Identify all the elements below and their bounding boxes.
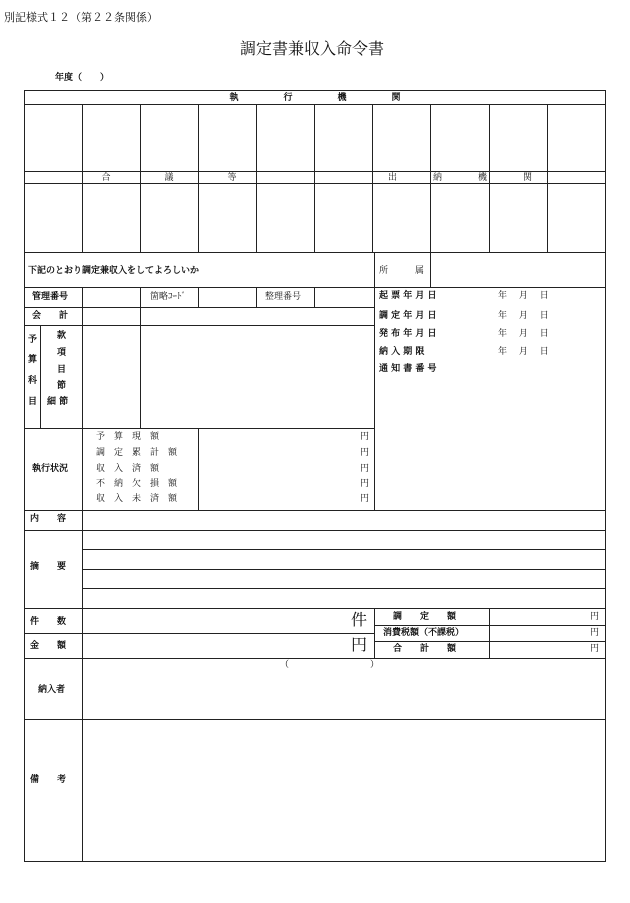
kanri-number-label: 管理番号 — [32, 292, 69, 302]
stamp-divider — [547, 104, 548, 252]
budget-side-2: 算 — [28, 355, 38, 365]
date-value-due: 年 月 日 — [498, 347, 549, 357]
rule — [24, 608, 606, 609]
kingaku-label: 金 額 — [30, 641, 67, 651]
rule — [24, 510, 606, 511]
rule — [24, 104, 606, 105]
rule — [430, 252, 431, 287]
stamp-divider — [256, 104, 257, 252]
rule — [198, 428, 199, 510]
budget-item-kan: 款 — [57, 331, 67, 341]
rule — [24, 428, 374, 429]
stamp-divider — [198, 104, 199, 252]
rule — [140, 287, 141, 325]
exec-status-label: 執行状況 — [32, 464, 69, 474]
payer-parentheses: （ ） — [280, 660, 380, 670]
page-title: 調定書兼収入命令書 — [240, 39, 385, 58]
rule — [24, 325, 374, 326]
exec-row-kesson: 不 納 欠 損 額 — [96, 479, 178, 489]
notice-number-label: 通 知 書 番 号 — [379, 364, 437, 374]
rule — [82, 510, 83, 862]
date-label-kihyo: 起 票 年 月 日 — [379, 291, 437, 301]
seiri-number-label: 整理番号 — [265, 292, 302, 302]
rule — [82, 549, 606, 550]
rule — [374, 608, 375, 658]
naiyou-label: 内 容 — [30, 514, 67, 524]
fiscal-year-label: 年度（ ） — [55, 73, 110, 83]
yen-unit: 円 — [360, 479, 370, 489]
stamp-divider — [140, 104, 141, 252]
biko-label: 備 考 — [30, 775, 67, 785]
date-value-kihyo: 年 月 日 — [498, 291, 549, 301]
exec-row-genkaku: 予 算 現 額 — [96, 432, 160, 442]
budget-side-1: 予 — [28, 335, 38, 345]
rule — [82, 428, 83, 510]
rule — [82, 588, 606, 589]
affiliation-label: 所 属 — [379, 266, 425, 276]
rule — [24, 658, 606, 659]
budget-item-setsu: 節 — [57, 381, 67, 391]
date-value-chotei: 年 月 日 — [498, 311, 549, 321]
date-label-due: 納 入 期 限 — [379, 347, 425, 357]
stamp-divider — [430, 104, 431, 252]
kanryaku-code-label: 箇略ｺｰﾄﾞ — [150, 292, 187, 302]
total-amount-label: 合 計 額 — [393, 644, 457, 654]
rule — [140, 325, 141, 428]
stamp-divider — [372, 104, 373, 252]
rule — [374, 641, 606, 642]
yen-big-unit: 円 — [351, 635, 368, 654]
rule — [374, 287, 375, 510]
rule — [198, 287, 199, 307]
budget-item-saisetsu: 細 節 — [47, 397, 69, 407]
stamp-divider — [82, 104, 83, 252]
tekiyou-label: 摘 要 — [30, 562, 67, 572]
total-amount-unit: 円 — [590, 644, 600, 654]
rule — [374, 252, 375, 287]
budget-side-4: 目 — [28, 397, 38, 407]
payer-label: 納入者 — [38, 685, 66, 695]
exec-row-ruikei: 調 定 累 計 額 — [96, 448, 178, 458]
treasury-header: 出 納 機 関 — [387, 173, 532, 183]
exec-row-sumi: 収 入 済 額 — [96, 464, 160, 474]
date-label-happu: 発 布 年 月 日 — [379, 329, 437, 339]
rule — [489, 608, 490, 658]
stamp-divider — [489, 104, 490, 252]
yen-unit: 円 — [360, 432, 370, 442]
yen-unit: 円 — [360, 494, 370, 504]
rule — [82, 287, 83, 428]
form-frame — [24, 90, 606, 862]
council-header: 合 議 等 — [101, 173, 237, 183]
chotei-gaku-label: 調 定 額 — [393, 612, 457, 622]
rule — [314, 287, 315, 307]
ken-unit: 件 — [351, 610, 368, 629]
rule — [24, 719, 606, 720]
date-value-happu: 年 月 日 — [498, 329, 549, 339]
budget-side-3: 科 — [28, 376, 38, 386]
rule — [82, 569, 606, 570]
rule — [24, 633, 374, 634]
form-number: 別記様式１２（第２２条関係） — [4, 11, 158, 24]
rule — [24, 287, 606, 288]
yen-unit: 円 — [360, 448, 370, 458]
budget-item-moku: 目 — [57, 365, 67, 375]
kensu-label: 件 数 — [30, 617, 67, 627]
approval-text: 下記のとおり調定兼収入をしてよろしいか — [28, 266, 200, 276]
rule — [24, 183, 606, 184]
rule — [40, 325, 41, 428]
yen-unit: 円 — [360, 464, 370, 474]
executive-agency-header: 執 行 機 関 — [229, 93, 401, 103]
date-label-chotei: 調 定 年 月 日 — [379, 311, 437, 321]
rule — [256, 287, 257, 307]
chotei-gaku-unit: 円 — [590, 612, 600, 622]
kaikei-label: 会 計 — [32, 311, 69, 321]
budget-item-ko: 項 — [57, 348, 67, 358]
rule — [24, 252, 606, 253]
tax-amount-label: 消費税額（不課税） — [383, 628, 465, 638]
rule — [24, 171, 606, 172]
rule — [374, 625, 606, 626]
exec-row-misai: 収 入 未 済 額 — [96, 494, 178, 504]
tax-amount-unit: 円 — [590, 628, 600, 638]
rule — [24, 530, 606, 531]
rule — [24, 307, 374, 308]
stamp-divider — [314, 104, 315, 252]
